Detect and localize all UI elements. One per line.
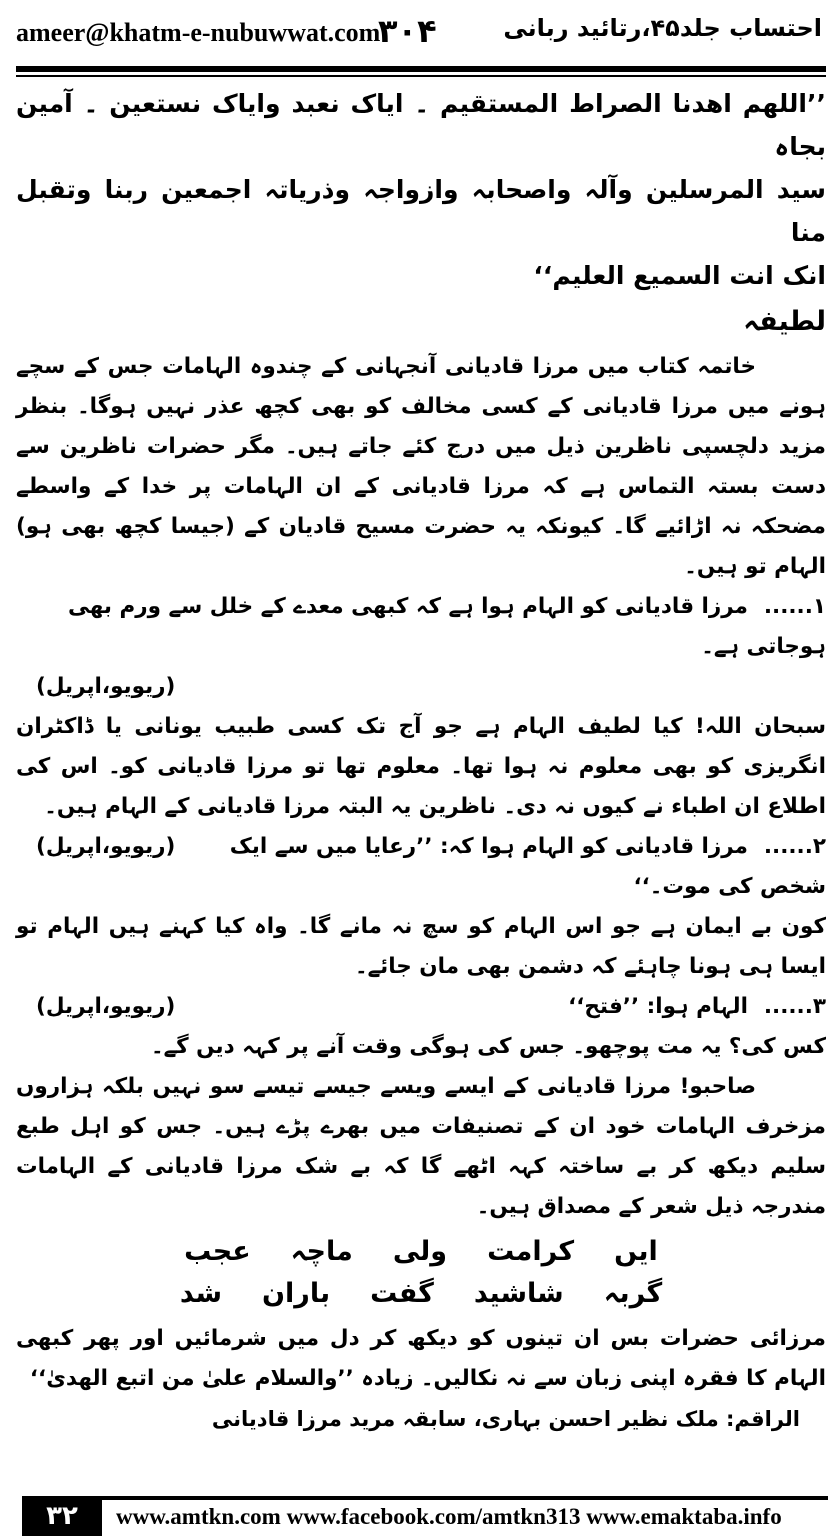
header-page-number: ۳۰۴ xyxy=(378,12,437,50)
verse-word: شاشید xyxy=(473,1278,564,1309)
header-rule-thin xyxy=(16,75,826,77)
item-comment: سبحان اللہ! کیا لطیف الہام ہے جو آج تک کسی طبیب یونانی یا ڈاکٹران انگریزی کو بھی معلوم نہ ہوا تھا۔ معلوم تھا تو مرزا قادیانی کو۔ اس کی اطلاع ان اطباء نے کیوں نہ دی۔ ناظرین یہ البتہ مرزا قادیانی کے الہام ہیں۔ xyxy=(16,714,826,819)
footer-page-number: ۳۲ xyxy=(22,1496,102,1536)
page-header xyxy=(0,0,840,80)
header-running-title: احتساب جلد۴۵،رتائید ربانی xyxy=(503,14,822,42)
verse-word: باران xyxy=(262,1278,331,1309)
list-item-3 xyxy=(16,987,826,1027)
item-reference: (ریویو،اپریل) xyxy=(36,994,176,1019)
verse-word: شد xyxy=(179,1278,222,1309)
prayer-line: سید المرسلین وآلہ واصحابہ وازواجہ وذریاتہ اجمعین ربنا وتقبل منا xyxy=(16,175,826,247)
signature: الراقم: ملک نظیر احسن بہاری، سابقہ مرید مرزا قادیانی xyxy=(211,1407,800,1431)
item-comment: کون بے ایمان ہے جو اس الہام کو سچ نہ مانے گا۔ واہ کیا کہنے ہیں الہام تو ایسا ہی ہونا چاہئے کہ دشمن بھی مان جائے۔ xyxy=(16,914,826,979)
header-email: ameer@khatm-e-nubuwwat.com xyxy=(16,18,381,47)
item-text: الہام ہوا: ’’فتح‘‘ xyxy=(568,994,748,1019)
list-item-1 xyxy=(16,587,826,667)
item-number: ۲...... xyxy=(763,834,826,859)
ending-paragraph: مرزائی حضرات بس ان تینوں کو دیکھ کر دل میں شرمائیں اور پھر کبھی الہام کا فقرہ اپنی زبان سے نہ نکالیں۔ زیادہ ’’والسلام علیٰ من اتبع الھدیٰ‘‘ xyxy=(16,1326,826,1391)
page-footer xyxy=(0,1490,840,1540)
persian-verse xyxy=(16,1231,826,1315)
section-heading: لطیفہ xyxy=(743,306,826,337)
verse-word: ماچہ xyxy=(290,1236,353,1267)
verse-word: گفت xyxy=(370,1278,434,1309)
item-text: مرزا قادیانی کو الہام ہوا کہ: ’’رعایا میں سے ایک شخص کی موت۔‘‘ xyxy=(229,834,826,899)
arabic-prayer xyxy=(16,82,826,297)
item-reference: (ریویو،اپریل) xyxy=(36,834,176,859)
item-reference: (ریویو،اپریل) xyxy=(36,674,176,699)
verse-word: گربہ xyxy=(603,1278,663,1309)
verse-word: کرامت xyxy=(487,1236,575,1267)
list-item-2 xyxy=(16,827,826,907)
verse-line-2 xyxy=(16,1273,826,1315)
closing-paragraph: صاحبو! مرزا قادیانی کے ایسے ویسے جیسے تیسے سو نہیں بلکہ ہزاروں مزخرف الہامات خود ان کے تصنیفات میں بھرے پڑے ہیں۔ جس کو اہل طبع سلیم دیکھ کر بے ساختہ کہہ اٹھے گا کہ بے شک مرزا قادیانی کے الہامات مندرجہ ذیل شعر کے مصداق ہیں۔ xyxy=(16,1074,826,1219)
prayer-line: ’’اللھم اھدنا الصراط المستقیم ۔ ایاک نعبد وایاک نستعین ۔ آمین بجاہ xyxy=(16,89,826,161)
verse-word: عجب xyxy=(184,1236,251,1267)
page-body xyxy=(16,82,826,1467)
verse-line-1 xyxy=(16,1231,826,1273)
verse-word: ایں xyxy=(614,1236,658,1267)
footer-rule xyxy=(102,1496,828,1500)
footer-links: www.amtkn.com www.facebook.com/amtkn313 www.emaktaba.info xyxy=(116,1504,782,1529)
header-rule-thick xyxy=(16,66,826,72)
item-number: ۳...... xyxy=(763,994,826,1019)
item-comment: کس کی؟ یہ مت پوچھو۔ جس کی ہوگی وقت آنے پر کہہ دیں گے۔ xyxy=(150,1034,826,1059)
item-number: ۱...... xyxy=(763,594,826,619)
prayer-line: انک انت السمیع العلیم‘‘ xyxy=(533,261,826,290)
item-text: مرزا قادیانی کو الہام ہوا ہے کہ کبھی معدے کے خلل سے ورم بھی ہوجاتی ہے۔ xyxy=(67,594,826,659)
intro-paragraph: خاتمہ کتاب میں مرزا قادیانی آنجہانی کے چندوہ الہامات جس کے سچے ہونے میں مرزا قادیانی کے کسی مخالف کو بھی کچھ عذر نہیں ہوگا۔ بنظر مزید دلچسپی ناظرین ذیل میں درج کئے جاتے ہیں۔ مگر حضرات ناظرین سے دست بستہ التماس ہے کہ مرزا قادیانی کے ان الہامات پر خدا کے واسطے مضحکہ نہ اڑائیے گا۔ کیونکہ یہ حضرت مسیح قادیان کے (جیسا کچھ بھی ہو) الہام تو ہیں۔ xyxy=(16,354,826,579)
verse-word: ولی xyxy=(392,1236,448,1267)
